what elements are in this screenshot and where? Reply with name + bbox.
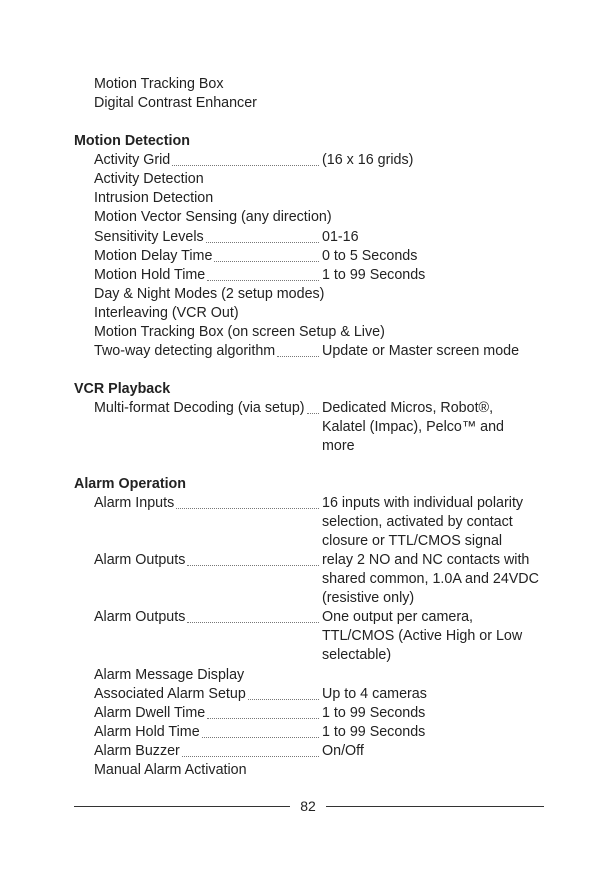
dot-leader [187, 564, 319, 566]
spec-motion-delay-time [94, 247, 554, 266]
spec-activity-grid [94, 151, 554, 170]
spec-label: Multi-format Decoding (via setup) [94, 400, 305, 416]
spec-value-continued: shared common, 1.0A and 24VDC [322, 571, 539, 587]
spec-associated-alarm-setup [94, 685, 554, 704]
spec-alarm-hold-time [94, 723, 554, 742]
section-heading-vcr-playback: VCR Playback [74, 381, 171, 397]
spec-value-continued: closure or TTL/CMOS signal [322, 533, 503, 549]
spec-multi-format-decoding [94, 399, 554, 418]
spec-value: 01-16 [322, 229, 359, 245]
spec-value-continued: Kalatel (Impac), Pelco™ and [322, 419, 504, 435]
spec-two-way-detecting [94, 342, 554, 361]
spec-value: Update or Master screen mode [322, 343, 520, 359]
item-motion-vector-sensing: Motion Vector Sensing (any direction) [94, 209, 332, 225]
spec-alarm-outputs-relay [94, 551, 554, 570]
footer-rule-right [326, 806, 544, 807]
section-heading-alarm-operation: Alarm Operation [74, 476, 187, 492]
spec-label: Associated Alarm Setup [94, 686, 246, 702]
spec-value: One output per camera, [322, 609, 473, 625]
spec-alarm-dwell-time [94, 704, 554, 723]
spec-value: 1 to 99 Seconds [322, 724, 426, 740]
spec-label: Motion Delay Time [94, 248, 213, 264]
spec-label: Motion Hold Time [94, 267, 206, 283]
dot-leader [187, 621, 319, 623]
dot-leader [176, 507, 319, 509]
spec-value-continued: (resistive only) [322, 590, 415, 606]
dot-leader [172, 164, 319, 166]
item-alarm-message-display: Alarm Message Display [94, 667, 245, 683]
dot-leader [307, 412, 319, 414]
dot-leader [202, 736, 319, 738]
spec-alarm-inputs [94, 494, 554, 513]
dot-leader [207, 717, 319, 719]
spec-value: 0 to 5 Seconds [322, 248, 418, 264]
item-interleaving: Interleaving (VCR Out) [94, 305, 239, 321]
spec-label: Alarm Buzzer [94, 743, 180, 759]
footer-rule-left [74, 806, 290, 807]
dot-leader [206, 241, 319, 243]
item-motion-tracking-box: Motion Tracking Box [94, 76, 224, 92]
spec-motion-hold-time [94, 266, 554, 285]
item-day-night-modes: Day & Night Modes (2 setup modes) [94, 286, 325, 302]
spec-label: Two-way detecting algorithm [94, 343, 276, 359]
spec-value: (16 x 16 grids) [322, 152, 414, 168]
page-number: 82 [300, 798, 316, 814]
spec-label: Alarm Outputs [94, 552, 186, 568]
spec-value-continued: more [322, 438, 355, 454]
item-digital-contrast-enhancer: Digital Contrast Enhancer [94, 95, 257, 111]
section-heading-motion-detection: Motion Detection [74, 133, 190, 149]
dot-leader [277, 355, 319, 357]
spec-value-continued: TTL/CMOS (Active High or Low [322, 628, 523, 644]
item-manual-alarm-activation: Manual Alarm Activation [94, 762, 247, 778]
item-activity-detection: Activity Detection [94, 171, 204, 187]
spec-value: Up to 4 cameras [322, 686, 427, 702]
spec-value: On/Off [322, 743, 364, 759]
spec-alarm-outputs-ttl [94, 608, 554, 627]
spec-label: Alarm Outputs [94, 609, 186, 625]
spec-sensitivity-levels [94, 228, 554, 247]
spec-value: 1 to 99 Seconds [322, 267, 426, 283]
item-motion-tracking-box-setup: Motion Tracking Box (on screen Setup & Live) [94, 324, 385, 340]
item-intrusion-detection: Intrusion Detection [94, 190, 214, 206]
spec-label: Sensitivity Levels [94, 229, 204, 245]
spec-value: 1 to 99 Seconds [322, 705, 426, 721]
spec-value: Dedicated Micros, Robot®, [322, 400, 494, 416]
spec-label: Alarm Hold Time [94, 724, 200, 740]
spec-label: Alarm Dwell Time [94, 705, 206, 721]
dot-leader [214, 260, 319, 262]
spec-label: Alarm Inputs [94, 495, 175, 511]
dot-leader [182, 755, 319, 757]
spec-alarm-buzzer [94, 742, 554, 761]
spec-label: Activity Grid [94, 152, 171, 168]
spec-value: relay 2 NO and NC contacts with [322, 552, 530, 568]
spec-value-continued: selectable) [322, 647, 392, 663]
dot-leader [248, 698, 319, 700]
spec-value: 16 inputs with individual polarity [322, 495, 524, 511]
spec-value-continued: selection, activated by contact [322, 514, 513, 530]
dot-leader [207, 279, 319, 281]
